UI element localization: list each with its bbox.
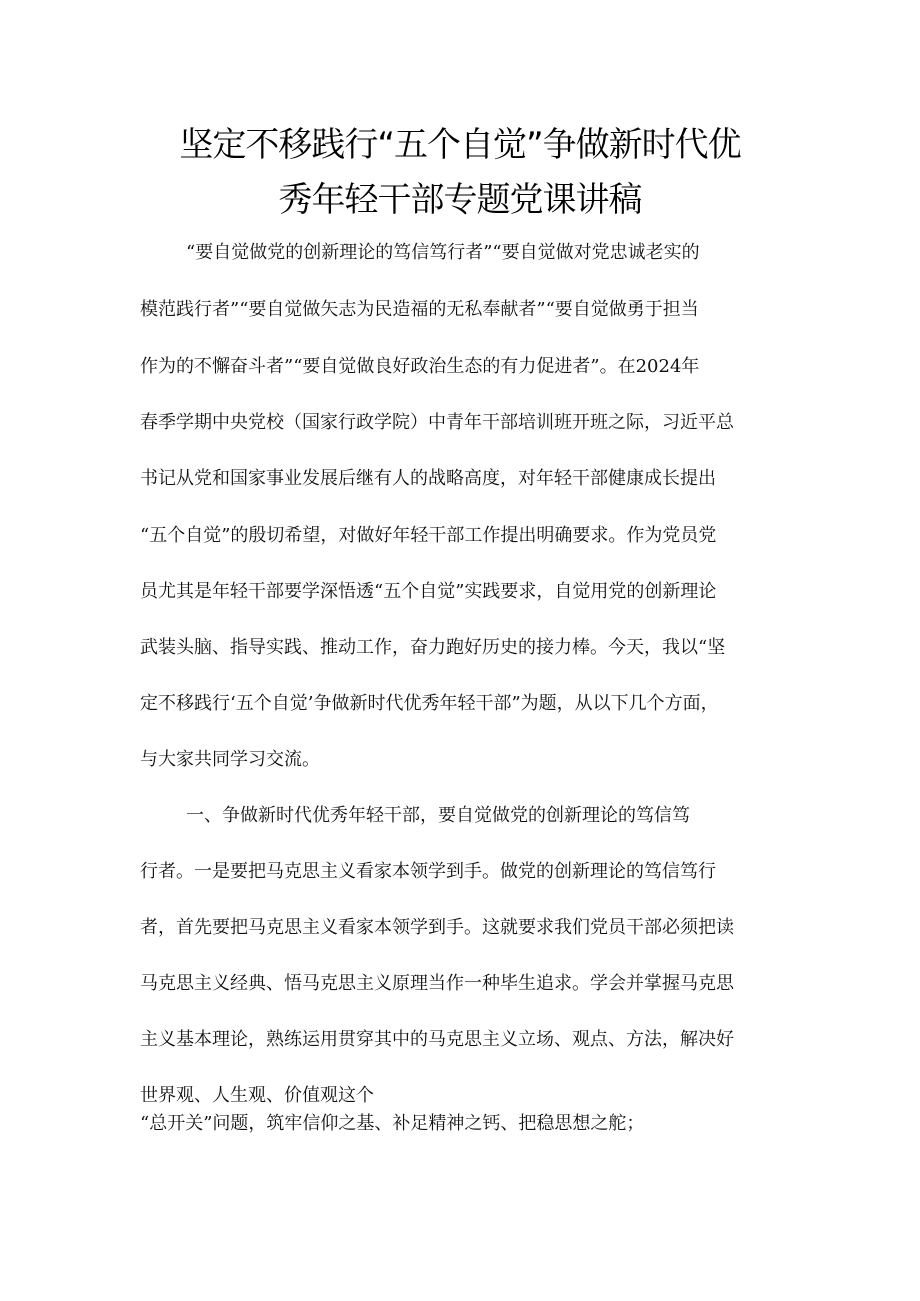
paragraph-line: “要自觉做党的创新理论的笃信笃行者”“要自觉做对党忠诚老实的 bbox=[186, 242, 700, 263]
section-heading-line: 一、争做新时代优秀年轻干部，要自觉做党的创新理论的笃信笃 bbox=[186, 805, 690, 826]
paragraph-line: 武装头脑、指导实践、推动工作，奋力跑好历史的接力棒。今天，我以“坚 bbox=[140, 637, 726, 658]
paragraph-line: “五个自觉”的殷切希望，对做好年轻干部工作提出明确要求。作为党员党 bbox=[140, 525, 717, 546]
paragraph-line: 马克思主义经典、悟马克思主义原理当作一种毕生追求。学会并掌握马克思 bbox=[140, 973, 734, 994]
paragraph-line: 员尤其是年轻干部要学深悟透“五个自觉”实践要求，自觉用党的创新理论 bbox=[140, 581, 717, 602]
paragraph-line: 与大家共同学习交流。 bbox=[140, 749, 320, 770]
paragraph-line: 行者。一是要把马克思主义看家本领学到手。做党的创新理论的笃信笃行 bbox=[140, 861, 716, 882]
document-title-line-1: 坚定不移践行“五个自觉”争做新时代优 bbox=[179, 125, 741, 165]
paragraph-line: 世界观、人生观、价值观这个 bbox=[140, 1085, 374, 1106]
paragraph-line: 者，首先要把马克思主义看家本领学到手。这就要求我们党员干部必须把读 bbox=[140, 917, 734, 938]
paragraph-line: 书记从党和国家事业发展后继有人的战略高度，对年轻干部健康成长提出 bbox=[140, 468, 716, 489]
paragraph-line: 春季学期中央党校（国家行政学院）中青年干部培训班开班之际，习近平总 bbox=[140, 412, 734, 433]
document-title-line-2: 秀年轻干部专题党课讲稿 bbox=[278, 180, 642, 220]
paragraph-line: “总开关”问题，筑牢信仰之基、补足精神之钙、把稳思想之舵； bbox=[140, 1113, 645, 1134]
paragraph-line: 作为的不懈奋斗者”“要自觉做良好政治生态的有力促进者”。在2024年 bbox=[140, 356, 700, 377]
paragraph-line: 定不移践行‘五个自觉’争做新时代优秀年轻干部”为题，从以下几个方面， bbox=[140, 693, 719, 714]
paragraph-line: 主义基本理论，熟练运用贯穿其中的马克思主义立场、观点、方法，解决好 bbox=[140, 1029, 734, 1050]
paragraph-line: 模范践行者”“要自觉做矢志为民造福的无私奉献者”“要自觉做勇于担当 bbox=[140, 299, 699, 320]
